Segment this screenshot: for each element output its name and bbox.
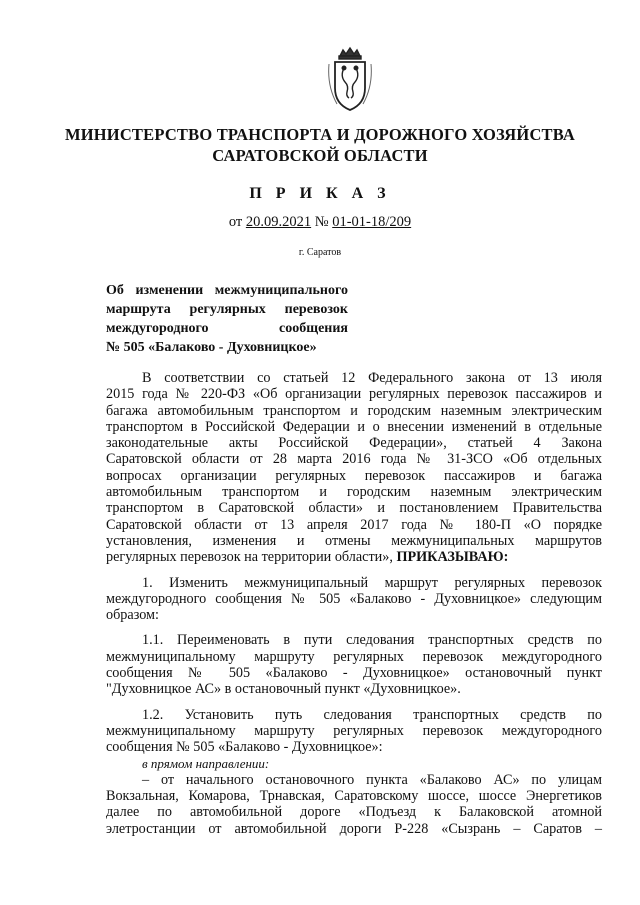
body-line: вопросах организации регулярных перевозок пассажиров и багажа [106,467,602,484]
subject-line: маршрута регулярных перевозок [106,302,348,317]
body-line [106,549,602,565]
body-line: Саратовской области от 13 апреля 2017 года № 180-П «О порядке [106,516,602,533]
subject-line: № 505 «Балаково - Духовницкое» [106,340,317,355]
body-line: автомобильным транспортом и городским наземным электрическим [106,484,602,501]
subject-line: междугородного сообщения [106,321,348,336]
order-date: 20.09.2021 [245,214,312,230]
body-line: – от начального остановочного пункта «Балаково АС» по улицам [142,771,602,788]
body-line: "Духовницкое АС» в остановочный пункт «Духовницкое». [106,681,461,698]
body-line: транспортом в Российской Федерации и о внесении изменений в отдельные [106,418,602,435]
order-body [106,370,602,837]
body-line: транспортом в Саратовской области» и постановлением Правительства [106,500,602,517]
body-line: далее по автомобильной дороге «Подъезд к Балаковской атомной [106,804,602,821]
coat-of-arms-icon [327,46,373,114]
direction-heading: в прямом направлении: [142,755,270,771]
order-subject [106,281,348,357]
body-line: установления, изменения и отмены межмуниципальных маршрутов [106,532,602,549]
document-type-title: П Р И К А З [249,185,391,202]
body-line: 2015 года № 220-ФЗ «Об организации регулярных перевозок пассажиров и [106,386,602,403]
order-directive: ПРИКАЗЫВАЮ: [392,549,509,566]
body-line: В соответствии со статьей 12 Федерального закона от 13 июля [142,370,602,386]
body-line: межмуниципальному маршруту регулярных перевозок междугородного [106,722,602,739]
paragraph-gap [106,566,602,575]
body-line: 1. Изменить межмуниципальный маршрут регулярных перевозок [142,574,602,591]
body-line: сообщения № 505 «Балаково - Духовницкое»: [106,739,383,756]
ministry-name-line-1: МИНИСТЕРСТВО ТРАНСПОРТА И ДОРОЖНОГО ХОЗЯЙСТВА [64,125,576,144]
order-number: 01-01-18/209 [332,214,412,230]
body-line: межмуниципальному маршруту регулярных перевозок междугородного [106,648,602,665]
body-line: 1.1. Переименовать в пути следования транспортных средств по [142,632,602,649]
body-line-text: регулярных перевозок на территории области», [106,549,393,566]
body-line: Вокзальная, Комарова, Трнавская, Саратовскому шоссе, шоссе Энергетиков [106,788,602,805]
body-line: образом: [106,607,159,624]
body-line: сообщения № 505 «Балаково - Духовницкое» остановочный пункт [106,665,602,682]
order-from-label: от [228,214,243,230]
order-date-number [0,214,640,231]
body-line: багажа автомобильным транспортом и городским наземным электрическим [106,402,602,419]
ministry-name-line-2: САРАТОВСКОЙ ОБЛАСТИ [212,146,428,165]
body-line: 1.2. Установить путь следования транспортных средств по [142,706,602,723]
body-line: междугородного сообщения № 505 «Балаково - Духовницкое» следующим [106,590,602,607]
ministry-name [0,124,640,166]
subject-line: Об изменении межмуниципального [106,283,348,298]
body-line: законодательные акты Российской Федерации», статьей 4 Закона [106,435,602,452]
paragraph-gap [106,623,602,632]
body-line: элетростанции от автомобильной дороги Р-228 «Сызрань – Саратов – [106,820,602,837]
order-number-label: № [314,214,329,230]
body-line: Саратовской области от 28 марта 2016 года № 31-ЗСО «Об отдельных [106,451,602,468]
paragraph-gap [106,698,602,707]
issue-city: г. Саратов [298,247,342,258]
